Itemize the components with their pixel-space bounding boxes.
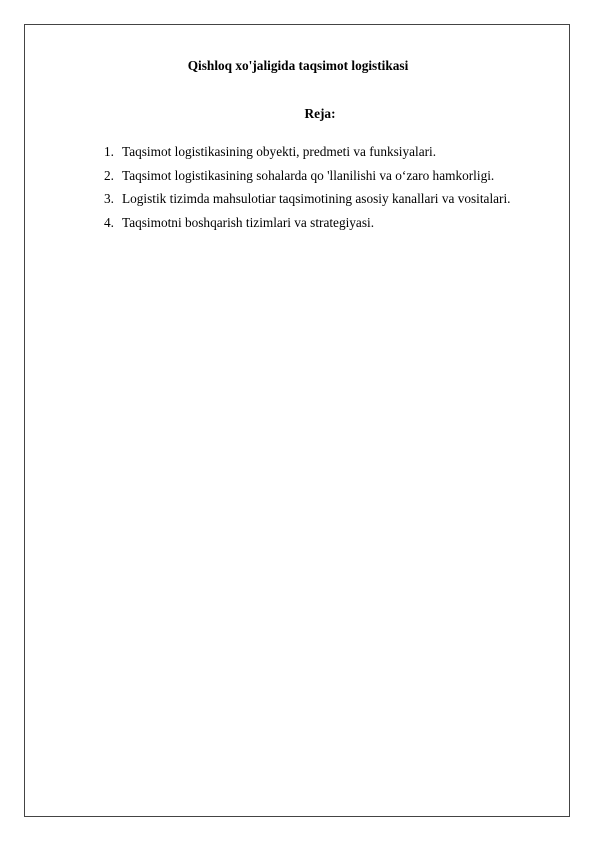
document-title: Qishloq xo'jaligida taqsimot logistikasi xyxy=(187,58,409,73)
plan-list xyxy=(104,140,511,234)
plan-heading: Reja: xyxy=(304,106,336,121)
list-item-text: Taqsimot logistikasining sohalarda qo 'llanilishi va o‘zaro hamkorligi. xyxy=(122,167,495,183)
list-item-number: 2. xyxy=(104,167,114,183)
list-item-text: Taqsimot logistikasining obyekti, predmeti va funksiyalari. xyxy=(122,144,437,159)
list-item-number: 3. xyxy=(104,191,114,206)
list-item-number: 1. xyxy=(104,144,114,159)
list-item-number: 4. xyxy=(104,214,114,230)
list-item-text: Logistik tizimda mahsulotiar taqsimotining asosiy kanallari va vositalari. xyxy=(122,191,511,206)
list-item-text: Taqsimotni boshqarish tizimlari va strategiyasi. xyxy=(122,214,375,230)
list-item xyxy=(104,187,511,211)
list-item xyxy=(104,140,511,164)
list-item xyxy=(104,211,511,235)
list-item xyxy=(104,164,511,188)
